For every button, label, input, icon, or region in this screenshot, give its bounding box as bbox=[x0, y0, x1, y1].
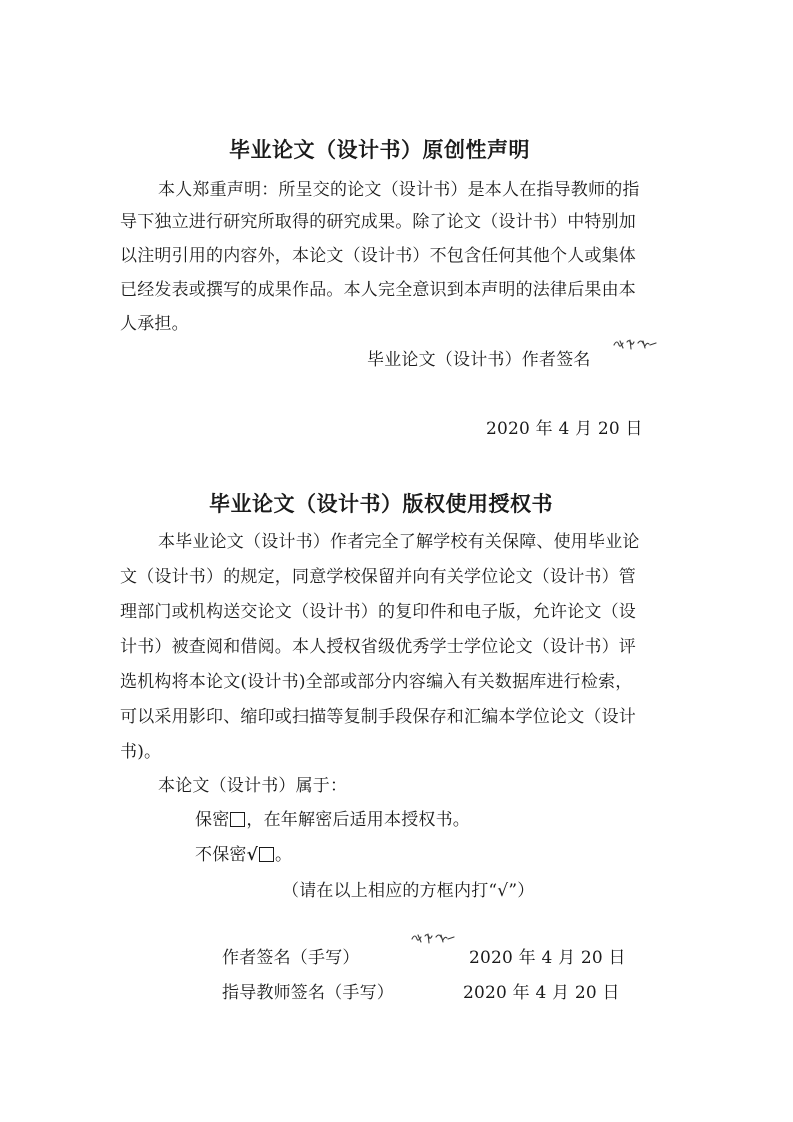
option-nonsecret-suffix: 。 bbox=[274, 845, 293, 865]
authorization-line-7: 书)。 bbox=[120, 742, 162, 762]
author-handwritten-signature-image bbox=[410, 930, 456, 946]
declaration-line-2: 导下独立进行研究所取得的研究成果。除了论文（设计书）中特别加 bbox=[120, 212, 636, 232]
option-secret-suffix: ，在年解密后适用本授权书。 bbox=[246, 810, 471, 830]
advisor-sign-label: 指导教师签名（手写） bbox=[222, 983, 394, 1003]
nonsecret-checkbox[interactable] bbox=[259, 847, 274, 862]
declaration-date: 2020 年 4 月 20 日 bbox=[486, 419, 643, 439]
declaration-line-5: 人承担。 bbox=[120, 314, 189, 334]
declaration-title: 毕业论文（设计书）原创性声明 bbox=[229, 138, 530, 162]
authorization-line-2: 文（设计书）的规定，同意学校保留并向有关学位论文（设计书）管 bbox=[120, 567, 636, 587]
declaration-line-3: 以注明引用的内容外，本论文（设计书）不包含任何其他个人或集体 bbox=[120, 246, 636, 266]
declaration-signature-label: 毕业论文（设计书）作者签名 bbox=[367, 350, 591, 370]
author-sign-label: 作者签名（手写） bbox=[222, 948, 360, 968]
authorization-line-3: 理部门或机构送交论文（设计书）的复印件和电子版，允许论文（设 bbox=[120, 602, 636, 622]
authorization-line-4: 计书）被查阅和借阅。本人授权省级优秀学士学位论文（设计书）评 bbox=[120, 637, 636, 657]
authorization-line-5: 选机构将本论文(设计书)全部或部分内容编入有关数据库进行检索， bbox=[120, 672, 633, 692]
belongs-label: 本论文（设计书）属于： bbox=[158, 776, 348, 796]
checkmark-icon: √ bbox=[246, 845, 258, 865]
checkbox-instruction: （请在以上相应的方框内打“√”） bbox=[282, 881, 535, 901]
authorization-line-1: 本毕业论文（设计书）作者完全了解学校有关保障、使用毕业论 bbox=[158, 532, 640, 552]
option-secret bbox=[195, 805, 470, 830]
author-signature-image bbox=[612, 336, 658, 352]
option-nonsecret-prefix: 不保密 bbox=[195, 845, 247, 865]
secret-checkbox[interactable] bbox=[230, 812, 245, 827]
declaration-line-4: 已经发表或撰写的成果作品。本人完全意识到本声明的法律后果由本 bbox=[120, 280, 636, 300]
advisor-sign-date: 2020 年 4 月 20 日 bbox=[463, 983, 620, 1003]
authorization-line-6: 可以采用影印、缩印或扫描等复制手段保存和汇编本学位论文（设计 bbox=[120, 707, 636, 727]
authorization-title: 毕业论文（设计书）版权使用授权书 bbox=[209, 492, 553, 516]
option-secret-prefix: 保密 bbox=[195, 810, 230, 830]
option-nonsecret bbox=[195, 840, 292, 865]
declaration-line-1: 本人郑重声明：所呈交的论文（设计书）是本人在指导教师的指 bbox=[158, 180, 640, 200]
author-sign-date: 2020 年 4 月 20 日 bbox=[469, 948, 626, 968]
